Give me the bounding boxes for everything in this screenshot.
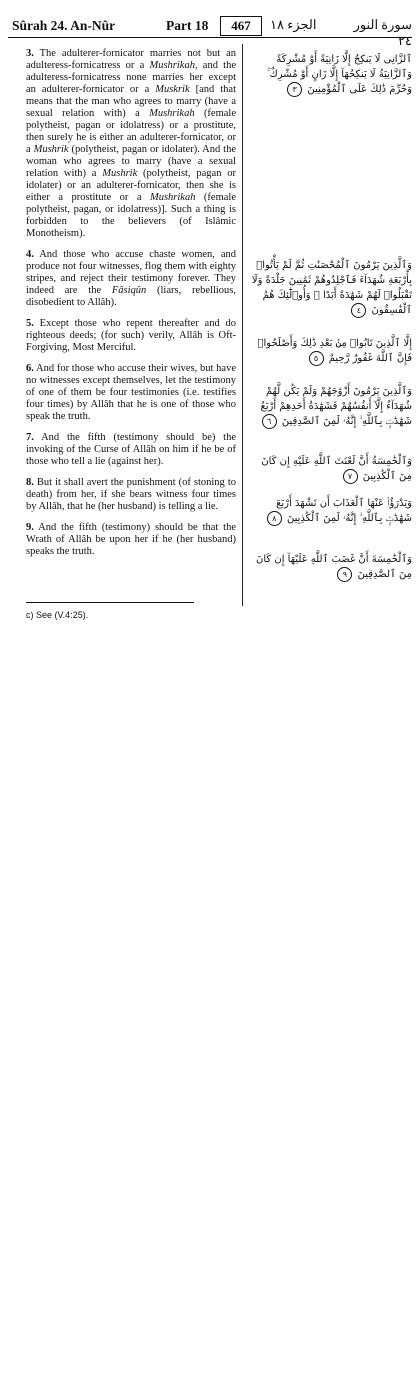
verse-number: 6. [26, 363, 34, 374]
transliterated-term: Fâsiqûn [111, 285, 147, 296]
verse-text: And those who accuse chaste women, and produce not four witnesses, flog them with eighty stripes, and reject their testimony forever. They indeed are the [26, 249, 236, 296]
transliterated-term: Muskrik [155, 84, 190, 95]
transliterated-term: Mushrikah [149, 108, 195, 119]
ayah-end-icon: ٦ [262, 414, 277, 429]
verse-text: And the fifth (testimony should be) the invoking of the Curse of Allâh on him if he be of those who tell a lie (against her). [26, 432, 236, 467]
arabic-text: وَٱلَّذِينَ يَرْمُونَ ٱلْمُحْصَنَٰتِ ثُمَّ لَمْ يَأْتُوا۟ بِأَرْبَعَةِ شُهَدَآءَ فَٱجْلِدُوهُمْ ثَمَٰنِينَ جَلْدَةً وَلَا تَقْبَلُوا۟ لَهُمْ شَهَٰدَةً أَبَدًا ۚ وَأُو۟لَٰٓئِكَ هُمُ ٱلْفَٰسِقُونَ [251, 260, 412, 316]
part-label: Part 18 [166, 18, 209, 33]
verse-9 [26, 522, 236, 558]
verse-number: 9. [26, 522, 34, 533]
arabic-verse-5 [248, 336, 412, 366]
footnote-rule [26, 602, 194, 603]
header-rule [8, 37, 412, 38]
verse-6 [26, 363, 236, 423]
verse-5 [26, 318, 236, 354]
page-header [8, 16, 412, 48]
ayah-end-icon: ٥ [309, 351, 324, 366]
page-number: 467 [220, 16, 262, 36]
verse-3 [26, 48, 236, 240]
arabic-text: ٱلزَّانِى لَا يَنكِحُ إِلَّا زَانِيَةً أَوْ مُشْرِكَةً وَٱلزَّانِيَةُ لَا يَنكِحُهَآ إِلَّا زَانٍ أَوْ مُشْرِكٌ ۚ وَحُرِّمَ ذَٰلِكَ عَلَى ٱلْمُؤْمِنِينَ [267, 54, 412, 95]
verse-text: (female polytheist, pagan or idolatress) or a prostitute, then surely he is either an adulterer-fornicator, or a [26, 108, 236, 155]
ayah-end-icon: ٣ [287, 82, 302, 97]
transliterated-term: Mushrikah [149, 192, 196, 203]
arabic-text: وَٱلْخَٰمِسَةَ أَنَّ غَضَبَ ٱللَّهِ عَلَيْهَآ إِن كَانَ مِنَ ٱلصَّٰدِقِينَ [256, 554, 412, 580]
verse-text: Except those who repent thereafter and do righteous deeds; (for such) verily, Allâh is Oft-Forgiving, Most Merciful. [26, 318, 236, 353]
arabic-verse-6 [248, 384, 412, 429]
verse-4 [26, 249, 236, 309]
verse-text: [and that means that the man who agrees to marry (have a sexual relation with) a [26, 84, 236, 119]
arabic-verse-8 [248, 496, 412, 526]
verse-text: (polytheist, pagan or idolater). And the woman who agrees to marry (have a sexual relation with) a [26, 144, 236, 179]
arabic-verse-3 [248, 52, 412, 97]
translation-column [26, 48, 236, 567]
ayah-end-icon: ٩ [337, 567, 352, 582]
verse-text: (polytheist, pagan or idolater) or an adulterer-fornicator, then she is either a prostitute or a [26, 168, 236, 203]
arabic-juz-label: الجزء ١٨ [270, 17, 317, 32]
verse-8 [26, 477, 236, 513]
arabic-text: وَٱلْخَٰمِسَةُ أَنَّ لَعْنَتَ ٱللَّهِ عَلَيْهِ إِن كَانَ مِنَ ٱلْكَٰذِبِينَ [261, 456, 412, 482]
arabic-verse-9 [248, 552, 412, 582]
verse-text: (female polytheist, pagan, or idolatress)]. Such a thing is forbidden to the believers (of Islâmic Monotheism). [26, 192, 236, 239]
verse-text: And the fifth (testimony) should be that the Wrath of Allâh be upon her if he (her husband) speaks the truth. [26, 522, 236, 557]
verse-number: 3. [26, 48, 34, 59]
arabic-text: وَٱلَّذِينَ يَرْمُونَ أَزْوَٰجَهُمْ وَلَمْ يَكُن لَّهُمْ شُهَدَآءُ إِلَّآ أَنفُسُهُمْ فَشَهَٰدَةُ أَحَدِهِمْ أَرْبَعُ شَهَٰدَٰتٍۭ بِٱللَّهِ ۙ إِنَّهُۥ لَمِنَ ٱلصَّٰدِقِينَ [260, 386, 412, 427]
verse-7 [26, 432, 236, 468]
arabic-verse-4 [248, 258, 412, 318]
ayah-end-icon: ٨ [267, 511, 282, 526]
transliterated-term: Mushrik [33, 144, 69, 155]
footnote: c) See (V.4:25). [26, 610, 89, 620]
surah-title: Sûrah 24. An-Nûr [12, 18, 116, 33]
verse-number: 4. [26, 249, 34, 260]
verse-text: And for those who accuse their wives, but have no witnesses except themselves, let the testimony of one of them be four testimonies (i.e. testifies four times) by Allâh that he is one of those who speak the truth. [26, 363, 236, 422]
arabic-verse-7 [248, 454, 412, 484]
verse-text: But it shall avert the punishment (of stoning to death) from her, if she bears witness four times by Allâh, that he (her husband) is telling a lie. [26, 477, 236, 512]
transliterated-term: Mushrikah, [149, 60, 198, 71]
arabic-text: إِلَّا ٱلَّذِينَ تَابُوا۟ مِنۢ بَعْدِ ذَٰلِكَ وَأَصْلَحُوا۟ فَإِنَّ ٱللَّهَ غَفُورٌ رَّحِيمٌ [257, 338, 412, 364]
ayah-end-icon: ٤ [351, 303, 366, 318]
verse-number: 5. [26, 318, 34, 329]
verse-text: The adulterer-fornicator marries not but an adulteress-fornicatress or a [26, 48, 236, 71]
transliterated-term: Mushrik [102, 168, 138, 179]
column-divider [242, 44, 243, 606]
verse-number: 8. [26, 477, 34, 488]
verse-text: and the adulteress-fornicatress none marries her except an adulterer-fornicator or a [26, 60, 236, 95]
verse-text: (liars, rebellious, disobedient to Allâh). [26, 285, 236, 308]
verse-number: 7. [26, 432, 34, 443]
arabic-text: وَيَدْرَؤُا۟ عَنْهَا ٱلْعَذَابَ أَن تَشْهَدَ أَرْبَعَ شَهَٰدَٰتٍۭ بِٱللَّهِ ۙ إِنَّهُۥ لَمِنَ ٱلْكَٰذِبِينَ [276, 498, 412, 524]
ayah-end-icon: ٧ [343, 469, 358, 484]
arabic-surah-title: سورة النور ٢٤ [353, 17, 412, 48]
